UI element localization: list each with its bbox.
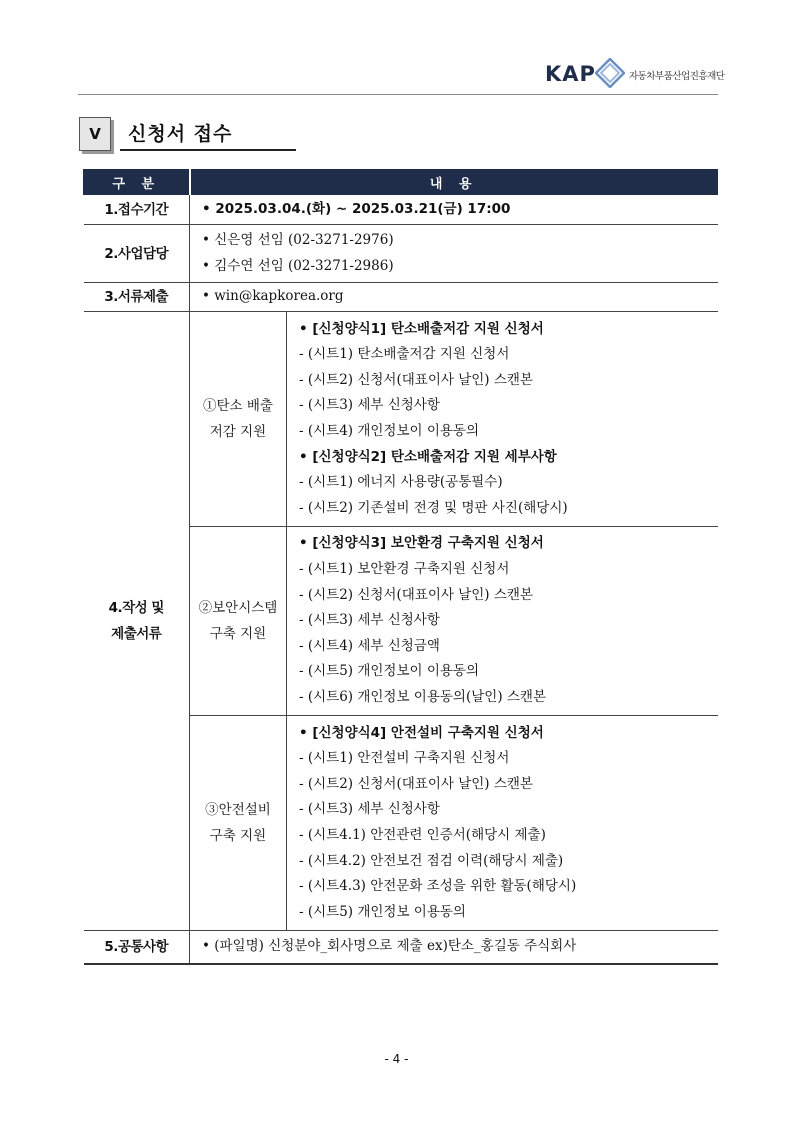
application-table	[83, 169, 718, 965]
org-name: 자동차부품산업진흥재단	[629, 71, 725, 82]
submit-email: • win@kapkorea.org	[202, 288, 344, 305]
table-row	[84, 931, 718, 965]
sheet-item: - (시트4.1) 안전관련 인증서(해당시 제출)	[299, 827, 546, 843]
sheet-item: - (시트1) 보안환경 구축지원 신청서	[299, 561, 510, 578]
table-header-row	[84, 170, 718, 195]
logo-text: KAP	[545, 62, 596, 86]
table-row	[84, 312, 718, 527]
kap-logo	[545, 58, 725, 92]
section-number: V	[79, 117, 111, 151]
sheet-item: - (시트6) 개인정보 이용동의(날인) 스캔본	[299, 688, 546, 705]
common-value: • (파일명) 신청분야_회사명으로 제출 ex)탄소_홍길동 주식회사	[202, 938, 577, 955]
page-number: - 4 -	[384, 1052, 409, 1066]
docs-label: 4.작성 및 제출서류	[84, 312, 190, 931]
diamond-logo-icon	[595, 58, 625, 88]
common-label: 5.공통사항	[84, 931, 190, 965]
sheet-item: - (시트4.3) 안전문화 조성을 위한 활동(해당시)	[299, 878, 577, 895]
contact-line: • 신은영 선임 (02-3271-2976)	[202, 231, 394, 248]
sheet-item: - (시트4.2) 안전보건 점검 이력(해당시 제출)	[299, 852, 564, 869]
sheet-item: - (시트5) 개인정보 이용동의	[299, 903, 466, 920]
contact-line: • 김수연 선임 (02-3271-2986)	[202, 257, 394, 274]
form-title: • [신청양식4] 안전설비 구축지원 신청서	[299, 724, 544, 741]
header-category: 구 분	[84, 170, 190, 195]
group-security-docs	[287, 527, 718, 716]
period-label: 1.접수기간	[84, 195, 190, 225]
form-title: • [신청양식3] 보안환경 구축지원 신청서	[299, 535, 544, 552]
group-carbon-docs	[287, 312, 718, 527]
sheet-item: - (시트1) 탄소배출저감 지원 신청서	[299, 346, 510, 363]
section-title-underline	[120, 149, 296, 151]
sheet-item: - (시트1) 에너지 사용량(공통필수)	[299, 474, 503, 491]
submit-label: 3.서류제출	[84, 283, 190, 312]
contact-label: 2.사업담당	[84, 225, 190, 283]
table-row	[84, 283, 718, 312]
sheet-item: - (시트2) 신청서(대표이사 날인) 스캔본	[299, 371, 533, 388]
table-row	[84, 195, 718, 225]
sheet-item: - (시트2) 신청서(대표이사 날인) 스캔본	[299, 586, 533, 603]
period-value: • 2025.03.04.(화) ~ 2025.03.21(금) 17:00	[202, 200, 511, 217]
form-title: • [신청양식2] 탄소배출저감 지원 세부사항	[299, 448, 557, 465]
sheet-item: - (시트3) 세부 신청사항	[299, 612, 440, 629]
table-row	[84, 225, 718, 283]
sheet-item: - (시트5) 개인정보이 이용동의	[299, 663, 480, 680]
sheet-item: - (시트3) 세부 신청사항	[299, 397, 440, 414]
sheet-item: - (시트3) 세부 신청사항	[299, 801, 440, 818]
group-safety-docs	[287, 716, 718, 931]
sheet-item: - (시트1) 안전설비 구축지원 신청서	[299, 750, 510, 767]
form-title: • [신청양식1] 탄소배출저감 지원 신청서	[299, 320, 544, 337]
group-safety-name: ③안전설비 구축 지원	[190, 716, 287, 931]
group-carbon-name: ①탄소 배출 저감 지원	[190, 312, 287, 527]
sheet-item: - (시트2) 신청서(대표이사 날인) 스캔본	[299, 775, 533, 792]
sheet-item: - (시트4) 개인정보이 이용동의	[299, 423, 480, 439]
section-title: 신청서 접수	[128, 123, 233, 145]
header-content: 내 용	[190, 170, 718, 195]
sheet-item: - (시트4) 세부 신청금액	[299, 637, 440, 654]
header-divider	[78, 94, 718, 95]
group-security-name: ②보안시스템 구축 지원	[190, 527, 287, 716]
sheet-item: - (시트2) 기존설비 전경 및 명판 사진(해당시)	[299, 499, 568, 516]
